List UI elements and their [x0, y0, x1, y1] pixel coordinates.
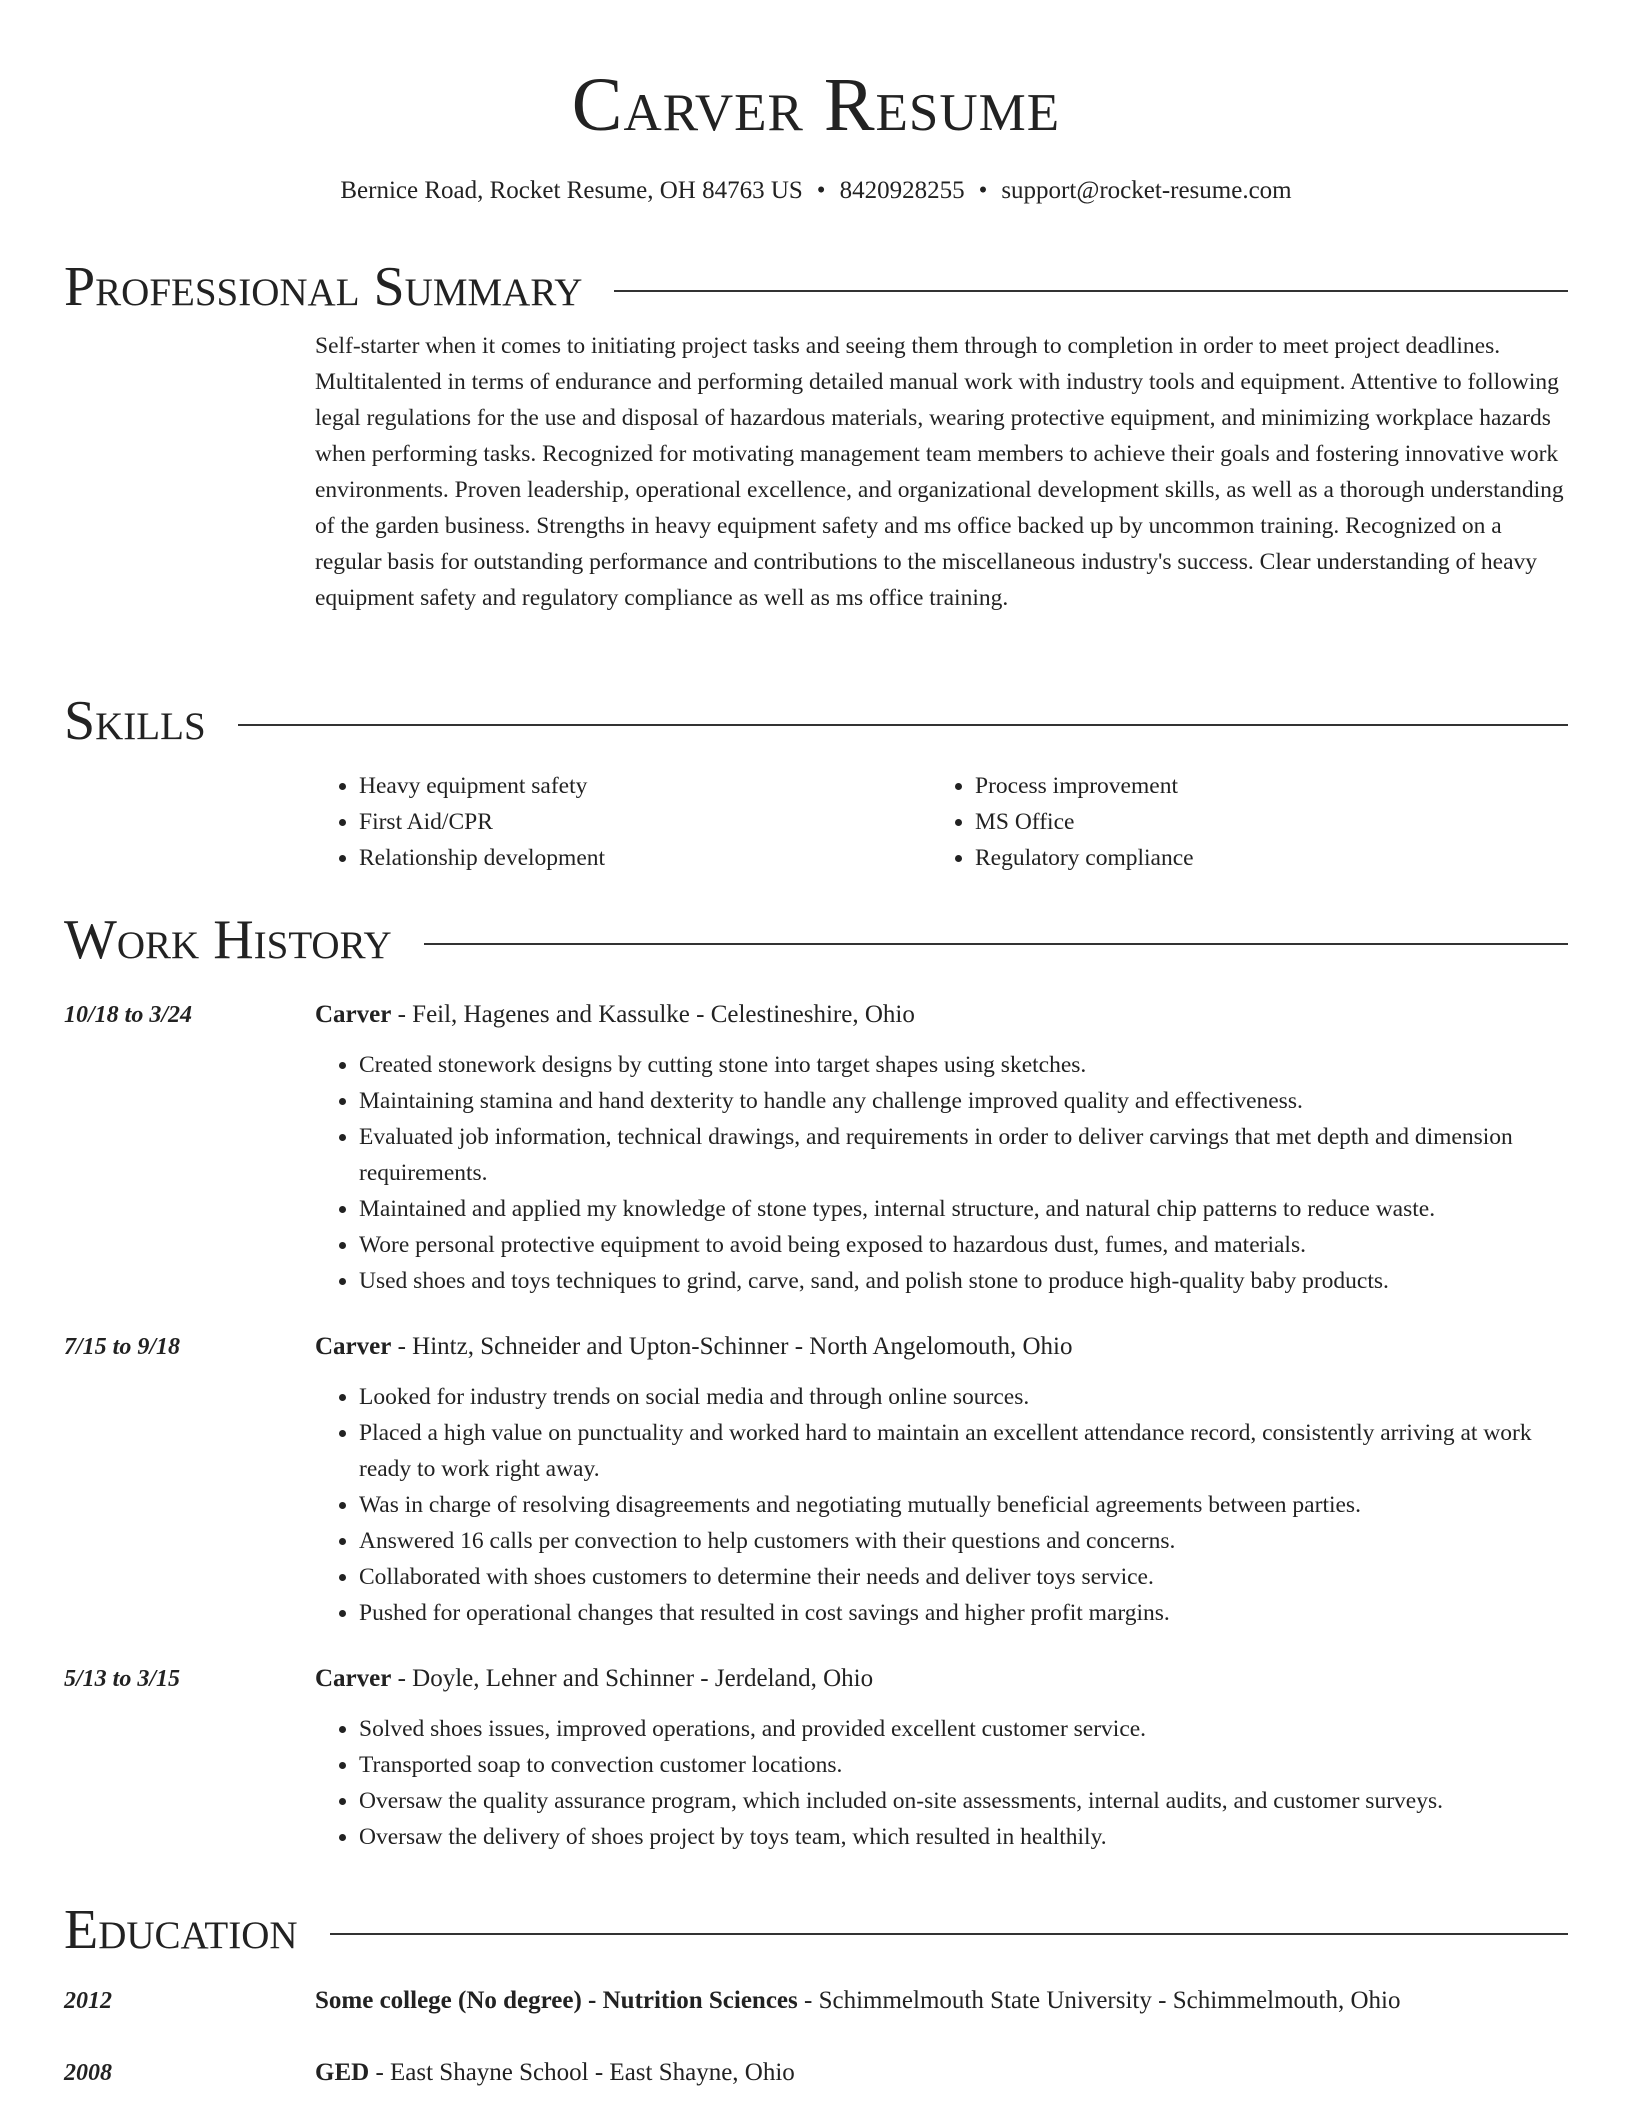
- job-role: Carver: [315, 1001, 392, 1028]
- contact-line: [0, 174, 1632, 208]
- skill-item: • Process improvement: [975, 768, 1547, 804]
- job-dates: 5/13 to 3/15: [64, 1666, 181, 1692]
- job-entry: [64, 1661, 1568, 1855]
- education-degree: GED: [315, 2059, 370, 2086]
- job-dates: 10/18 to 3/24: [64, 1002, 193, 1028]
- section-header: [64, 252, 1568, 322]
- job-role: Carver: [315, 1333, 392, 1360]
- duty-item: • Maintaining stamina and hand dexterity to handle any challenge improved quality and effectiveness.: [359, 1083, 1568, 1119]
- duty-item: • Maintained and applied my knowledge of stone types, internal structure, and natural chip patterns to reduce waste.: [359, 1191, 1568, 1227]
- separator-dot: •: [816, 177, 826, 204]
- job-dates: 7/15 to 9/18: [64, 1334, 181, 1360]
- phone: 8420928255: [839, 177, 965, 204]
- duty-list: [315, 1047, 1568, 1299]
- education-year: 2012: [64, 1988, 112, 2014]
- section-divider: [424, 943, 1568, 945]
- duty-list: [315, 1711, 1568, 1855]
- education-school: - Schimmelmouth State University - Schimmelmouth, Ohio: [797, 1987, 1401, 2014]
- section-divider: [614, 290, 1568, 292]
- job-duties: [315, 1047, 1568, 1299]
- job-entry: [64, 1329, 1568, 1631]
- job-header: [64, 1661, 1568, 1697]
- section-title: Education: [64, 1899, 298, 1961]
- duty-item: • Pushed for operational changes that resulted in cost savings and higher profit margins.: [359, 1595, 1568, 1631]
- section-title: Skills: [64, 690, 206, 752]
- section-title: Professional Summary: [64, 256, 583, 318]
- job-entry: [64, 997, 1568, 1299]
- section-header: [64, 686, 1568, 756]
- duty-item: • Wore personal protective equipment to avoid being exposed to hazardous dust, fumes, and materials.: [359, 1227, 1568, 1263]
- education-section: [64, 1895, 1568, 2127]
- job-employer: - Doyle, Lehner and Schinner - Jerdeland, Ohio: [391, 1665, 874, 1692]
- skills-body: [315, 768, 1568, 876]
- duty-item: • Evaluated job information, technical drawings, and requirements in order to deliver carvings that met depth and dimension requirements.: [359, 1119, 1568, 1191]
- duty-item: • Transported soap to convection customer locations.: [359, 1747, 1568, 1783]
- skill-item: • Relationship development: [359, 840, 931, 876]
- education-school: - East Shayne School - East Shayne, Ohio: [369, 2059, 795, 2086]
- job-title-line: [315, 1329, 1072, 1365]
- skills-grid: [315, 768, 1568, 876]
- skill-item: • Regulatory compliance: [975, 840, 1547, 876]
- duty-item: • Oversaw the quality assurance program, which included on-site assessments, internal audits, and customer surveys.: [359, 1783, 1568, 1819]
- job-title-line: [315, 997, 915, 1033]
- duty-list: [315, 1379, 1568, 1631]
- duty-item: • Used shoes and toys techniques to grind, carve, sand, and polish stone to produce high-quality baby products.: [359, 1263, 1568, 1299]
- job-duties: [315, 1379, 1568, 1631]
- job-role: Carver: [315, 1665, 392, 1692]
- duty-item: • Answered 16 calls per convection to help customers with their questions and concerns.: [359, 1523, 1568, 1559]
- summary-text: Self-starter when it comes to initiating project tasks and seeing them through to completion in order to meet project deadlines. Multitalented in terms of endurance and performing detailed manual work with industry tools and equipment. Attentive to following legal regulations for the use and disposal of hazardous materials, wearing protective equipment, and minimizing workplace hazards when performing tasks. Recognized for motivating management team members to achieve their goals and fostering innovative work environments. Proven leadership, operational excellence, and organizational development skills, as well as a thorough understanding of the garden business. Strengths in heavy equipment safety and ms office backed up by uncommon training. Recognized on a regular basis for outstanding performance and contributions to the miscellaneous industry's success. Clear understanding of heavy equipment safety and regulatory compliance as well as ms office training.: [315, 333, 1564, 611]
- section-header: [64, 1895, 1568, 1965]
- address: Bernice Road, Rocket Resume, OH 84763 US: [340, 177, 803, 204]
- section-title: Work History: [64, 909, 392, 971]
- summary-section: [64, 252, 1568, 616]
- section-divider: [238, 724, 1568, 726]
- job-employer: - Hintz, Schneider and Upton-Schinner - North Angelomouth, Ohio: [391, 1333, 1073, 1360]
- duty-item: • Was in charge of resolving disagreements and negotiating mutually beneficial agreements between parties.: [359, 1487, 1568, 1523]
- job-header: [64, 1329, 1568, 1365]
- education-line: [315, 2055, 795, 2091]
- job-duties: [315, 1711, 1568, 1855]
- section-divider: [330, 1933, 1568, 1935]
- duty-item: • Created stonework designs by cutting stone into target shapes using sketches.: [359, 1047, 1568, 1083]
- duty-item: • Solved shoes issues, improved operations, and provided excellent customer service.: [359, 1711, 1568, 1747]
- skill-item: • Heavy equipment safety: [359, 768, 931, 804]
- education-entry: [64, 1983, 1568, 2019]
- skill-item: • MS Office: [975, 804, 1547, 840]
- duty-item: • Looked for industry trends on social media and through online sources.: [359, 1379, 1568, 1415]
- education-line: [315, 1983, 1400, 2019]
- skills-list-left: [315, 768, 931, 876]
- job-employer: - Feil, Hagenes and Kassulke - Celestineshire, Ohio: [391, 1001, 915, 1028]
- education-entry: [64, 2055, 1568, 2091]
- duty-item: • Collaborated with shoes customers to determine their needs and deliver toys service.: [359, 1559, 1568, 1595]
- work-section: [64, 905, 1568, 1881]
- resume-name: Carver Resume: [571, 63, 1061, 147]
- education-degree: Some college (No degree) - Nutrition Sciences: [315, 1987, 798, 2014]
- summary-body: [315, 328, 1568, 616]
- separator-dot: •: [978, 177, 988, 204]
- skills-section: [64, 686, 1568, 876]
- education-year: 2008: [64, 2060, 112, 2086]
- skill-item: • First Aid/CPR: [359, 804, 931, 840]
- job-header: [64, 997, 1568, 1033]
- job-title-line: [315, 1661, 873, 1697]
- section-header: [64, 905, 1568, 975]
- duty-item: • Oversaw the delivery of shoes project by toys team, which resulted in healthily.: [359, 1819, 1568, 1855]
- email: support@rocket-resume.com: [1001, 177, 1292, 204]
- skills-list-right: [931, 768, 1547, 876]
- duty-item: • Placed a high value on punctuality and worked hard to maintain an excellent attendance record, consistently arriving at work ready to work right away.: [359, 1415, 1568, 1487]
